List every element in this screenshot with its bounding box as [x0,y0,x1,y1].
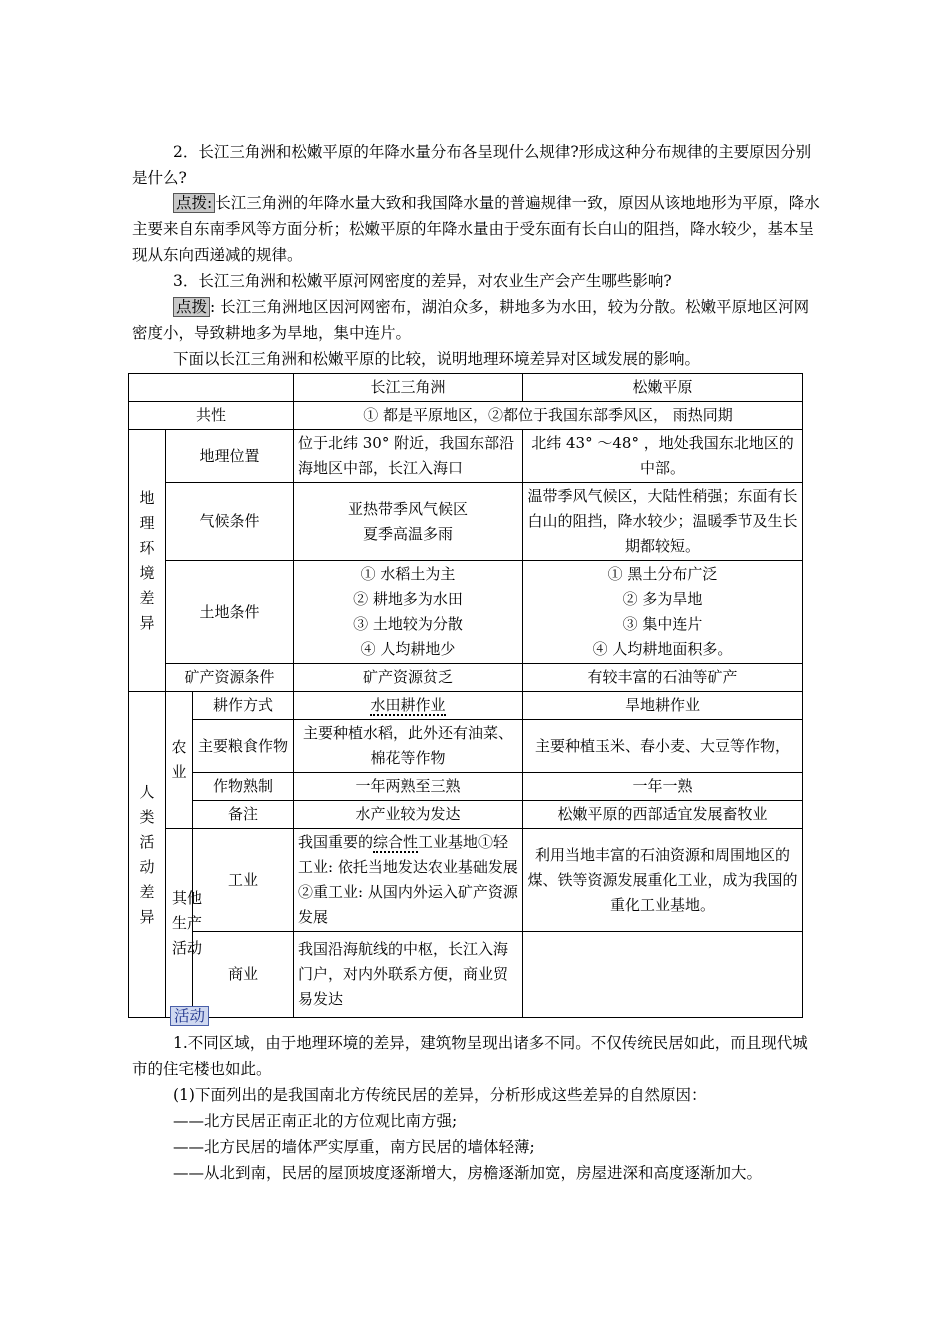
geo-group-label: 地理环境差异 [129,430,166,692]
industry-b: 利用当地丰富的石油资源和周围地区的煤、铁等资源发展重化工业，成为我国的重化工业基地。 [523,829,803,932]
grain-a: 主要种植水稻，此外还有油菜、棉花等作物 [294,720,523,773]
land-b: ① 黑土分布广泛 ② 多为旱地 ③ 集中连片 ④ 人均耕地面积多。 [523,561,803,664]
activity-tag: 活动 [170,1006,209,1026]
note-b: 松嫩平原的西部适宜发展畜牧业 [523,801,803,829]
climate-b: 温带季风气候区，大陆性稍强；东面有长白山的阻挡，降水较少；温暖季节及生长期都较短。 [523,483,803,561]
mineral-label: 矿产资源条件 [166,664,294,692]
activity-tag-line [170,1003,270,1029]
note-label: 备注 [193,801,294,829]
location-b: 北纬 43° ～48° ，地处我国东北地区的中部。 [523,430,803,483]
commerce-b [523,932,803,1018]
grain-b: 主要种植玉米、春小麦、大豆等作物， [523,720,803,773]
commerce-a: 我国沿海航线的中枢，长江入海门户，对内外联系方便，商业贸易发达 [294,932,523,1018]
harvest-a: 一年两熟至三熟 [294,773,523,801]
location-label: 地理位置 [166,430,294,483]
other-label: 其他生产活动 [166,829,193,1018]
header-col-a: 长江三角洲 [294,374,523,402]
q3-hint-tag: 点拨 [173,297,210,317]
header-empty [129,374,294,402]
industry-label: 工业 [193,829,294,932]
activity-p2: (1)下面列出的是我国南北方传统民居的差异，分析形成这些差异的自然原因： [173,1086,707,1104]
grain-label: 主要粮食作物 [193,720,294,773]
commerce-label: 商业 [193,932,294,1018]
q2-answer [132,190,822,268]
q3-question: 3．长江三角洲和松嫩平原河网密度的差异，对农业生产会产生哪些影响? [173,272,672,290]
comparison-table [128,373,803,1018]
q2-question: 2．长江三角洲和松嫩平原的年降水量分布各呈现什么规律?形成这种分布规律的主要原因分别是什么? [132,143,812,187]
mineral-a: 矿产资源贫乏 [294,664,523,692]
q3-answer [132,294,822,346]
farming-b: 旱地耕作业 [523,692,803,720]
farming-label: 耕作方式 [193,692,294,720]
mineral-b: 有较丰富的石油等矿产 [523,664,803,692]
human-group-label: 人类活动差异 [129,692,166,1018]
common-value: ① 都是平原地区，②都位于我国东部季风区， 雨热同期 [294,402,803,430]
q2-answer-text: 长江三角洲的年降水量大致和我国降水量的普遍规律一致，原因从该地地形为平原，降水主要来自东南季风等方面分析；松嫩平原的年降水量由于受东面有长白山的阻挡，降水较少，基本呈现从东向西递减的规律。 [132,194,820,264]
industry-a: 我国重要的综合性工业基地①轻工业: 依托当地发达农业基础发展②重工业: 从国内外运入矿产资源发展 [294,829,523,932]
climate-a: 亚热带季风气候区 夏季高温多雨 [294,483,523,561]
farming-a: 水田耕作业 [294,692,523,720]
land-label: 土地条件 [166,561,294,664]
agri-label: 农业 [166,692,193,829]
header-col-b: 松嫩平原 [523,374,803,402]
table-intro: 下面以长江三角洲和松嫩平原的比较，说明地理环境差异对区域发展的影响。 [173,350,701,368]
q2-hint-tag: 点拨: [173,193,215,213]
activity-p4: ——北方民居的墙体严实厚重，南方民居的墙体轻薄; [173,1138,535,1156]
note-a: 水产业较为发达 [294,801,523,829]
land-a: ① 水稻土为主 ② 耕地多为水田 ③ 土地较为分散 ④ 人均耕地少 [294,561,523,664]
activity-p1: 1.不同区域，由于地理环境的差异，建筑物呈现出诸多不同。不仅传统民居如此，而且现代城市的住宅楼也如此。 [132,1034,808,1078]
climate-label: 气候条件 [166,483,294,561]
harvest-label: 作物熟制 [193,773,294,801]
location-a: 位于北纬 30° 附近，我国东部沿海地区中部，长江入海口 [294,430,523,483]
common-label: 共性 [129,402,294,430]
q3-answer-text: : 长江三角洲地区因河网密布，湖泊众多，耕地多为水田，较为分散。松嫩平原地区河网密度小，导致耕地多为旱地，集中连片。 [132,298,810,342]
harvest-b: 一年一熟 [523,773,803,801]
activity-p3: ——北方民居正南正北的方位观比南方强; [173,1112,458,1130]
activity-p5: ——从北到南，民居的屋顶坡度逐渐增大，房檐逐渐加宽，房屋进深和高度逐渐加大。 [173,1164,763,1182]
